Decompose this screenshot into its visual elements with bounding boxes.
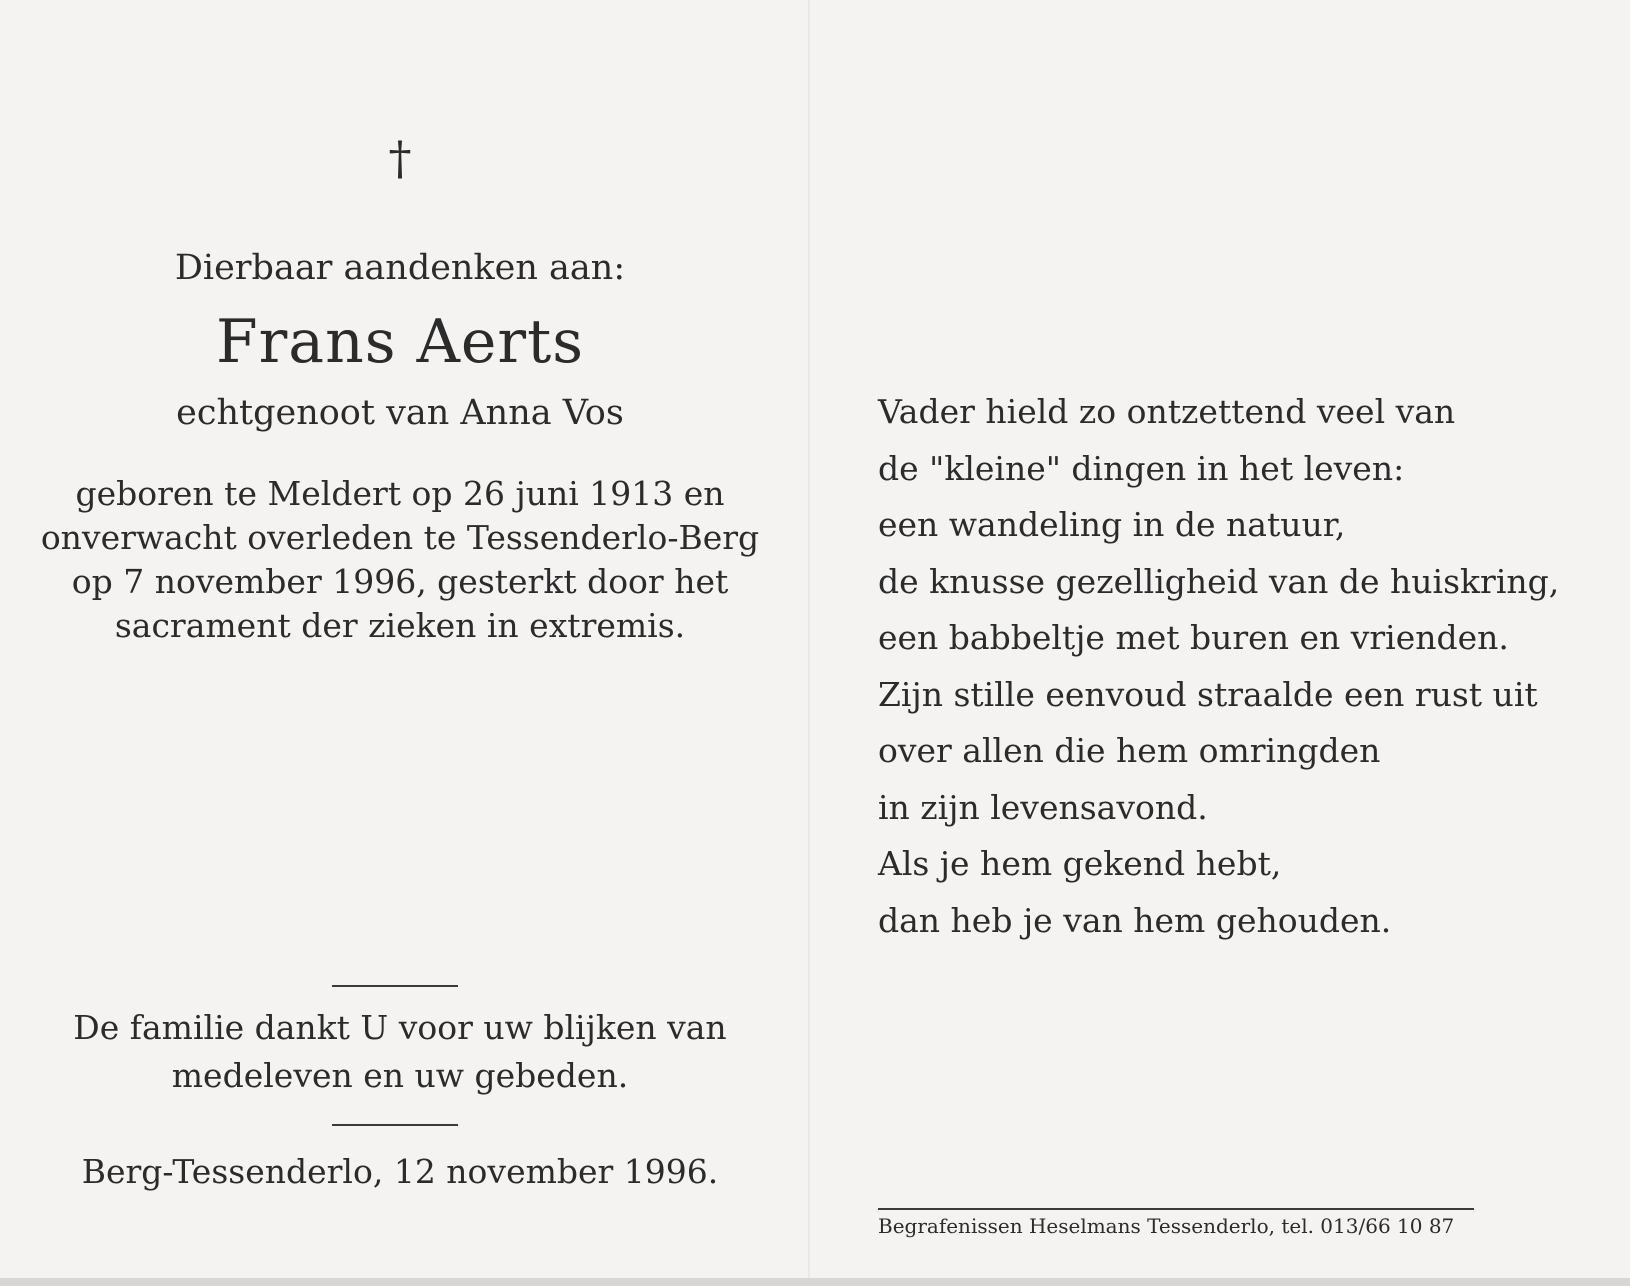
divider [332, 985, 458, 987]
poem-line: de knusse gezelligheid van de huiskring, [878, 561, 1560, 601]
place-date: Berg-Tessenderlo, 12 november 1996. [81, 1152, 719, 1191]
bio-line: geboren te Meldert op 26 juni 1913 en [75, 474, 725, 513]
poem-line: een babbeltje met buren en vrienden. [878, 618, 1509, 657]
undertaker-credit: Begrafenissen Heselmans Tessenderlo, tel. 013/66 10 87 [878, 1214, 1455, 1238]
left-page [0, 0, 808, 1278]
right-page [810, 0, 1630, 1278]
thanks-note [0, 1004, 800, 1100]
poem-line: in zijn levensavond. [878, 787, 1208, 827]
cross-icon: † [388, 131, 412, 185]
intro-text: Dierbaar aandenken aan: [174, 248, 626, 288]
deceased-name: Frans Aerts [215, 307, 584, 377]
bio-line: onverwacht overleden te Tessenderlo-Berg [40, 518, 760, 557]
poem-line: een wandeling in de natuur, [878, 505, 1346, 544]
poem-line: dan heb je van hem gehouden. [878, 900, 1392, 940]
spouse-line: echtgenoot van Anna Vos [176, 393, 624, 433]
footer-rule [878, 1208, 1474, 1210]
bio-line: sacrament der zieken in extremis. [114, 606, 686, 645]
poem-line: Vader hield zo ontzettend veel van [878, 392, 1456, 431]
biography [0, 472, 800, 648]
poem-line: Zijn stille eenvoud straalde een rust uit [878, 674, 1538, 714]
poem-line: de "kleine" dingen in het leven: [878, 448, 1405, 488]
thanks-line: De familie dankt U voor uw blijken van [73, 1008, 727, 1047]
divider [332, 1124, 458, 1126]
poem-line: over allen die hem omringden [878, 731, 1381, 770]
poem [878, 384, 1559, 949]
card-bottom-edge [0, 1278, 1630, 1286]
thanks-line: medeleven en uw gebeden. [171, 1056, 629, 1095]
bio-line: op 7 november 1996, gesterkt door het [71, 562, 729, 601]
poem-line: Als je hem gekend hebt, [878, 844, 1282, 883]
